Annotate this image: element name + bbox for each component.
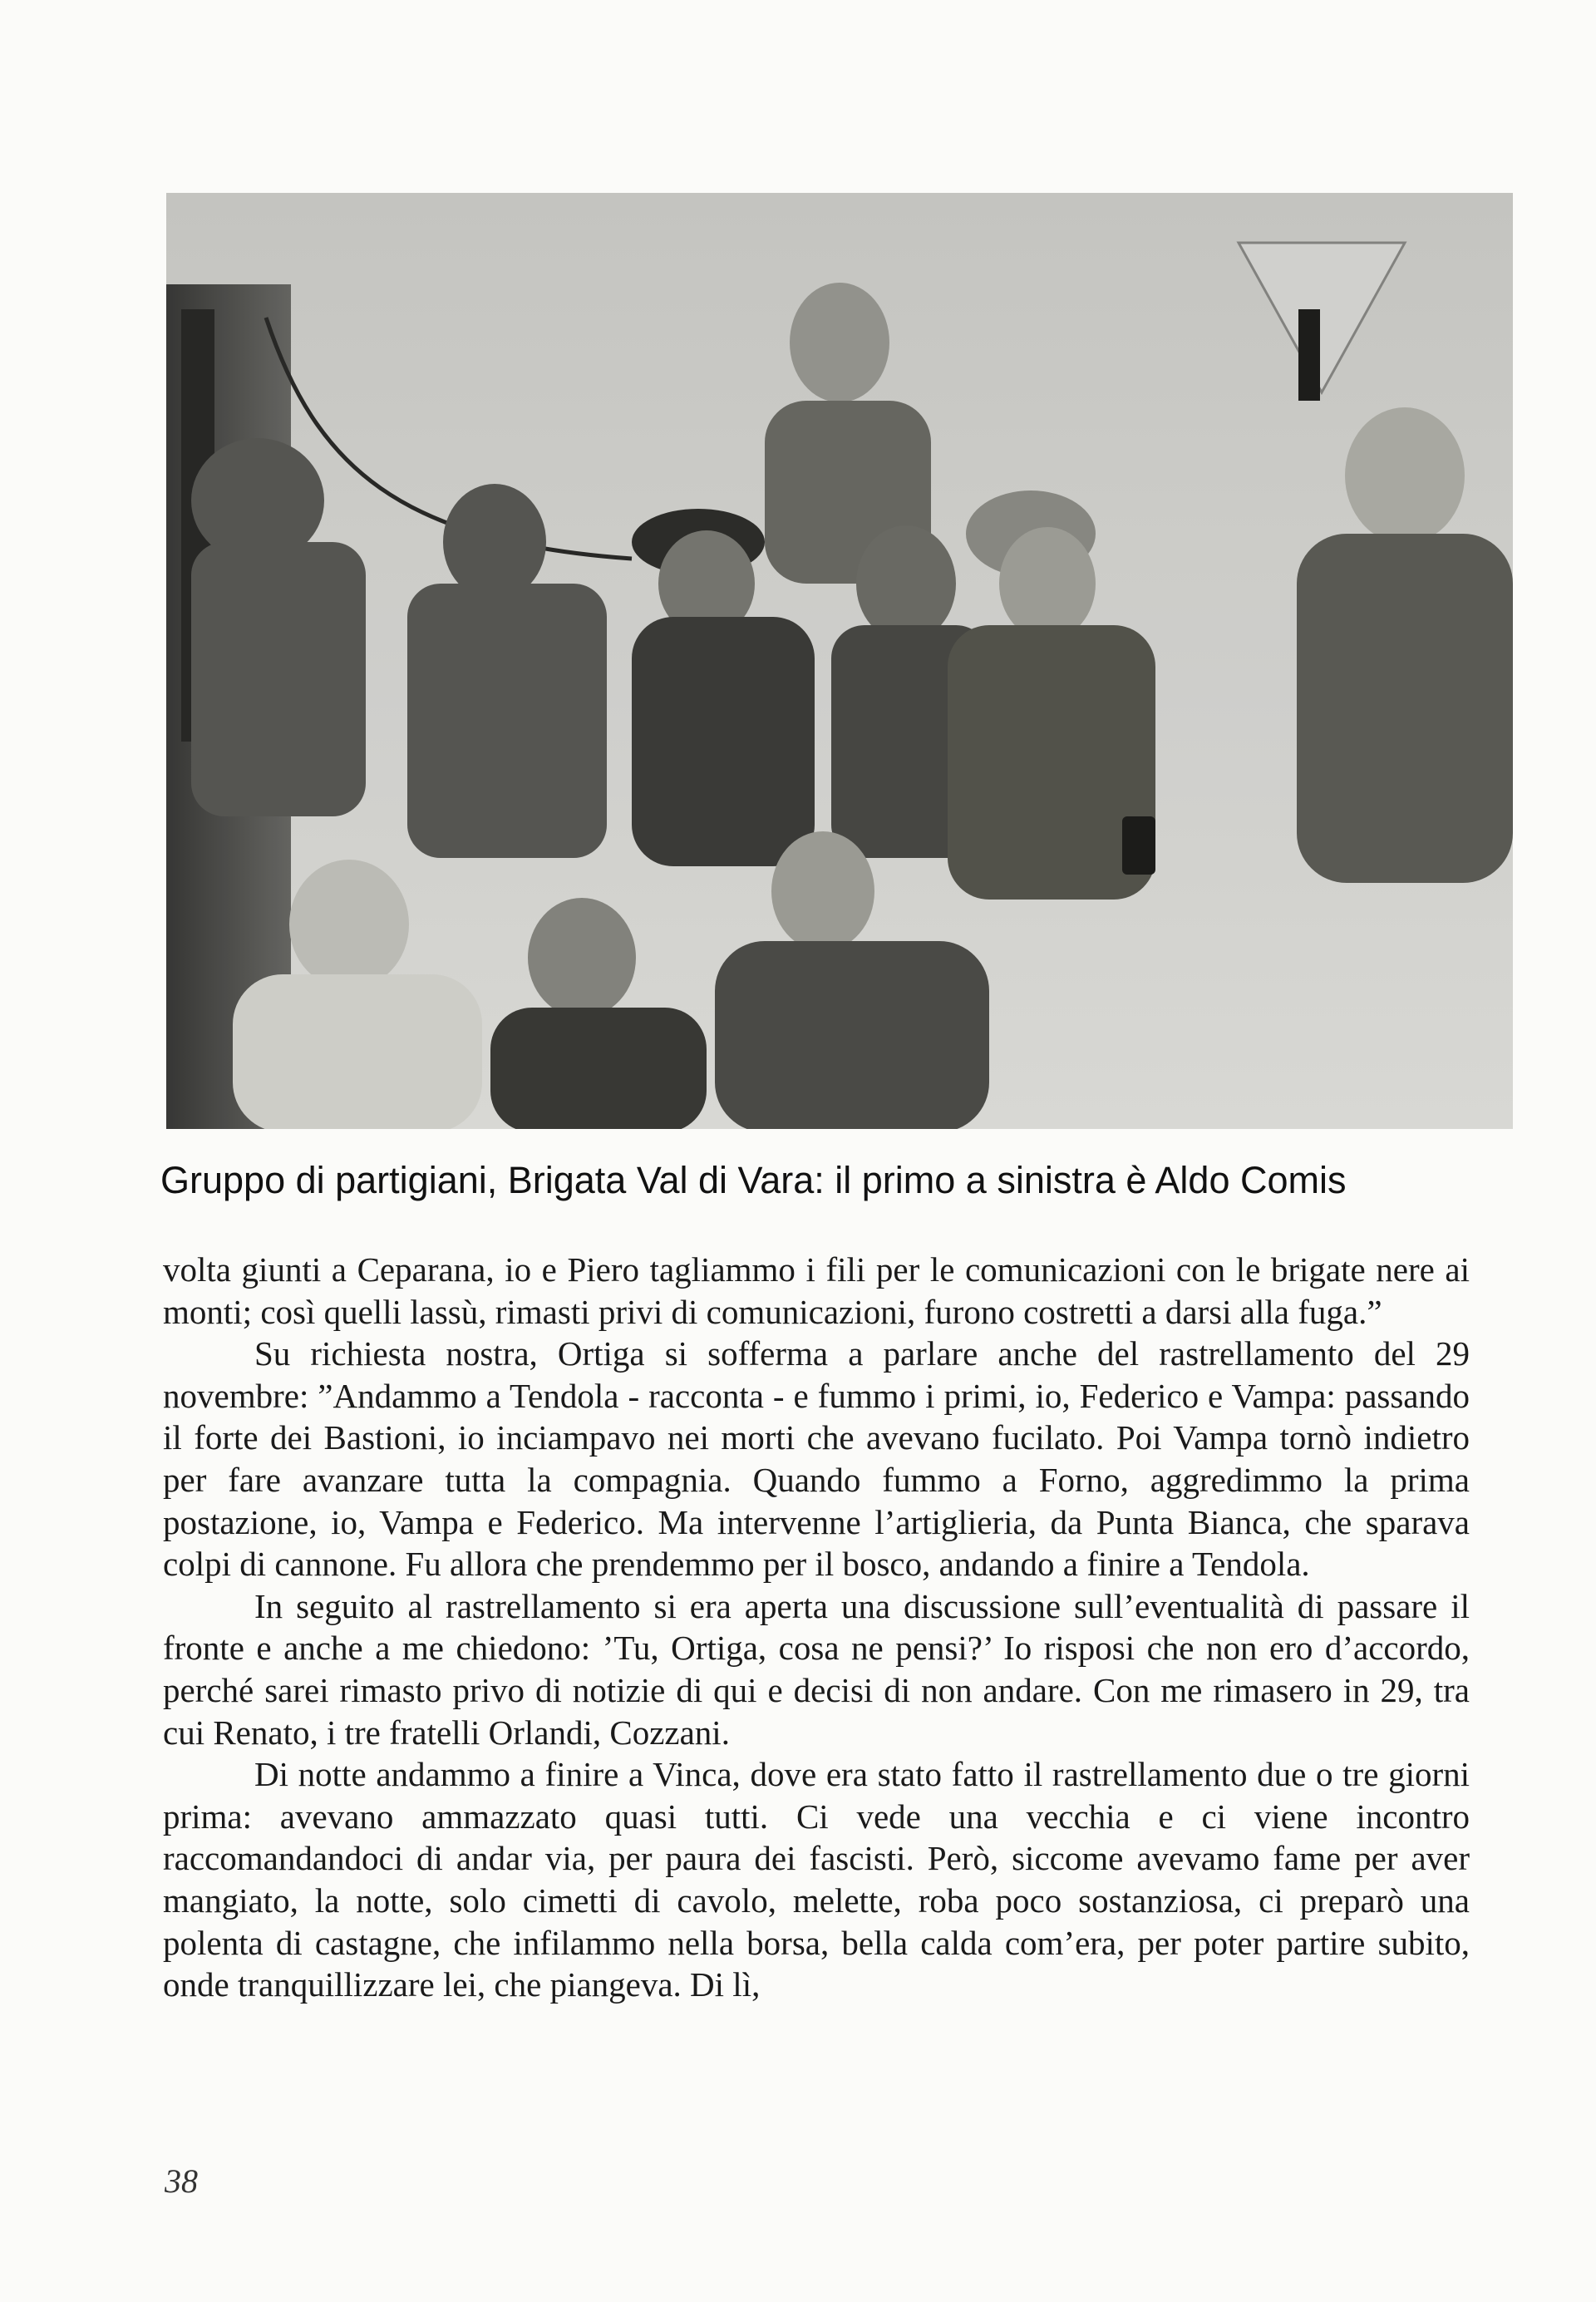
paragraph: volta giunti a Ceparana, io e Piero tagliammo i fili per le comunicazioni con le brigate nere ai monti; così quelli lassù, rimasti privi di comunicazioni, furono costretti a darsi alla fuga.” xyxy=(163,1250,1470,1331)
group-photograph xyxy=(166,193,1513,1129)
paragraph: In seguito al rastrellamento si era aperta una discussione sull’eventualità di passare il fronte e anche a me chiedono: ’Tu, Ortiga, cosa ne pensi?’ Io risposi che non ero d’accordo, perché sarei rimasto privo di notizie di qui e decisi di non andare. Con me rimasero in 29, tra cui Renato, i tre fratelli Orlandi, Cozzani. xyxy=(163,1586,1470,1752)
body-text xyxy=(163,1249,1470,2006)
paragraph: Su richiesta nostra, Ortiga si sofferma a parlare anche del rastrellamento del 29 novembre: ”Andammo a Tendola - racconta - e fummo i primi, io, Federico e Vampa: passando il forte dei Bastioni, io inciampavo nei morti che avevano fucilato. Poi Vampa tornò indietro per fare avanzare tutta la compagnia. Quando fummo a Forno, aggredimmo la prima postazione, io, Vampa e Federico. Ma intervenne l’artiglieria, da Punta Bianca, che sparava colpi di cannone. Fu allora che prendemmo per il bosco, andando a finire a Tendola. xyxy=(163,1334,1470,1584)
paragraph: Di notte andammo a finire a Vinca, dove era stato fatto il rastrellamento due o tre giorni prima: avevano ammazzato quasi tutti. Ci vede una vecchia e ci viene incontro raccomandandoci di andar via, per paura dei fascisti. Però, siccome avevamo fame per aver mangiato, la notte, solo cimetti di cavolo, melette, roba poco sostanziosa, ci preparò una polenta di castagne, che infilammo nella borsa, bella calda com’era, per poter partire subito, onde tranquillizzare lei, che piangeva. Di lì, xyxy=(163,1755,1470,2004)
photo-caption: Gruppo di partigiani, Brigata Val di Vara: il primo a sinistra è Aldo Comis xyxy=(160,1159,1347,1201)
page-number: 38 xyxy=(165,2162,198,2200)
